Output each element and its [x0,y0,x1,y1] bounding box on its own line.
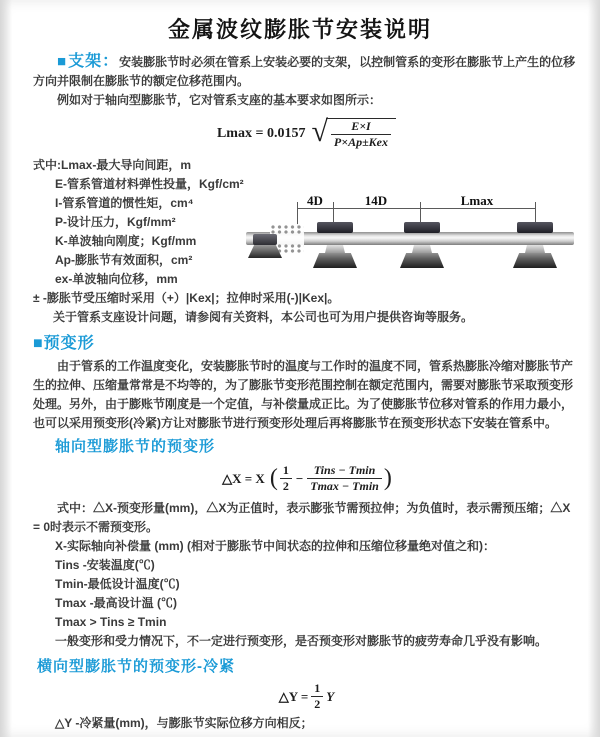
radical-expression [311,117,396,149]
one-half-fraction [311,682,323,711]
support-section-heading [57,53,119,70]
guide-cap [517,222,553,233]
temperature-fraction [307,464,382,493]
anchor-base [248,245,282,258]
axial-predeform-formula [33,459,580,497]
anchor-clamp [253,234,277,245]
lmax-fraction-numerator: E×I [351,119,371,133]
anchor-support [248,234,282,260]
definition-item: E-管系管道材料弹性投量，Kgf/cm² [55,177,244,191]
page-title: 金属波纹膨胀节安装说明 [167,17,432,42]
lmax-formula [33,113,580,153]
guide-base [400,253,444,268]
open-paren: ( [269,465,278,491]
temperature-numerator: Tins − Tmin [313,462,376,477]
support-heading-label: 支架： [68,53,120,70]
axial-item: X-实际轴向补偿量 (mm) (相对于膨胀节中间状态的拉伸和压缩位移量绝对值之和)： [55,539,495,553]
lateral-subsection-heading: 横向型膨胀节的预变形-冷紧 [37,658,235,675]
definition-item: ex-单波轴向位移，mm [55,272,178,286]
predeform-heading-label: 预变形 [43,335,95,352]
lateral-coldtight-formula [33,679,580,713]
lateral-formula-lhs: △Y = [278,688,309,704]
axial-item: Tins -安装温度(℃) [55,558,155,572]
guide-base [513,253,557,268]
axial-item: Tmax > Tins ≥ Tmin [55,615,167,629]
radical-icon: √ [311,115,328,148]
close-paren: ) [383,465,392,491]
definition-item: P-设计压力，Kgf/mm² [55,215,176,229]
minus-operator: − [295,470,304,486]
half-denominator: 2 [280,478,292,493]
guide-cap [317,222,353,233]
lmax-fraction [331,120,391,149]
lateral-note-line: △Y -冷紧量(mm)，与膨胀节实际位移方向相反； [55,716,313,730]
lmax-fraction-denominator: P×Ap±Kex [331,134,391,149]
axial-item: Tmax -最高设计温 (℃) [55,596,178,610]
support-intro-paragraph [33,52,580,91]
half-numerator: 1 [314,680,321,695]
half-numerator: 1 [282,462,289,477]
guide-base [313,253,357,268]
plusminus-note-line: ± -膨胀节受压缩时采用（+）|Kex|；拉伸时采用(-)|Kex|。 [33,291,340,305]
lmax-formula-lhs: Lmax = 0.0157 [216,125,306,141]
definition-item: I-管系管道的惯性矩，cm⁴ [55,196,194,210]
dimension-label-4d: 4D [307,193,323,208]
definition-item: K-单波轴向刚度；Kgf/mm [55,234,197,248]
guide-cap [404,222,440,233]
axial-note-paragraph: 一般变形和受力情况下，不一定进行预变形，是否预变形对膨胀节的疲劳寿命几乎没有影响。 [55,634,548,648]
support-intro-text: 安装膨胀节时必须在管系上安装必要的支架，以控制管系的变形在膨胀节上产生的位移方向并限制在膨胀节的额定位移范围内。 [33,55,576,88]
guide-support [313,222,357,270]
radical-body [326,118,396,149]
guide-neck [412,245,432,253]
support-example-line: 例如对于轴向型膨胀节，它对管系支座的基本要求如图所示： [57,93,382,107]
axial-where-paragraph: 式中：△X-预变形量(mm)，△X为正值时，表示膨张节需预拉伸；为负值时，表示需预压缩；△X = 0时表示不需预变形。 [33,501,571,534]
service-note-line: 关于管系支座设计问题，请参阅有关资料，本公司也可为用户提供咨询等服务。 [53,310,474,324]
axial-formula-lhs: △X = X [222,470,265,486]
dimension-label-lmax: Lmax [460,193,494,208]
definition-item: Ap-膨胀节有效面积，cm² [55,253,193,267]
predeform-body-paragraph: 由于管系的工作温度变化，安装膨胀节时的温度与工作时的温度不同，管系热膨胀冷缩对膨胀节产生的拉伸、压缩量常常是不均等的，为了膨胀节变形范围控制在额定范围内，需要对膨胀节采取预变形处理。另外，由于膨账节刚度是一个定值，与补偿量成正比。为了使膨胀节位移对管系的作用力最小，也可以采用预变形(冷紧)方让对膨胀节进行预变形处理后再将膨胀节在预变形状态下安装在管系中。 [33,359,574,430]
pipe-support-diagram [246,194,580,286]
half-denominator: 2 [311,696,323,711]
section-square-icon: ■ [57,53,68,70]
document-content [0,52,600,733]
temperature-denominator: Tmax − Tmin [307,478,382,493]
section-square-icon: ■ [33,335,44,352]
guide-neck [325,245,345,253]
axial-items-list [33,537,580,651]
predeform-section-heading [33,333,580,354]
one-half-fraction [280,464,292,493]
guide-support [513,222,557,270]
axial-item: Tmin-最低设计温度(℃) [55,577,180,591]
lateral-formula-rhs: Y [326,688,335,704]
guide-support [400,222,444,270]
axial-subsection-heading: 轴向型膨胀节的预变形 [55,438,216,455]
guide-neck [525,245,545,253]
where-label-line: 式中:Lmax-最大导向间距，m [33,158,192,172]
dimension-label-14d: 14D [364,193,388,208]
